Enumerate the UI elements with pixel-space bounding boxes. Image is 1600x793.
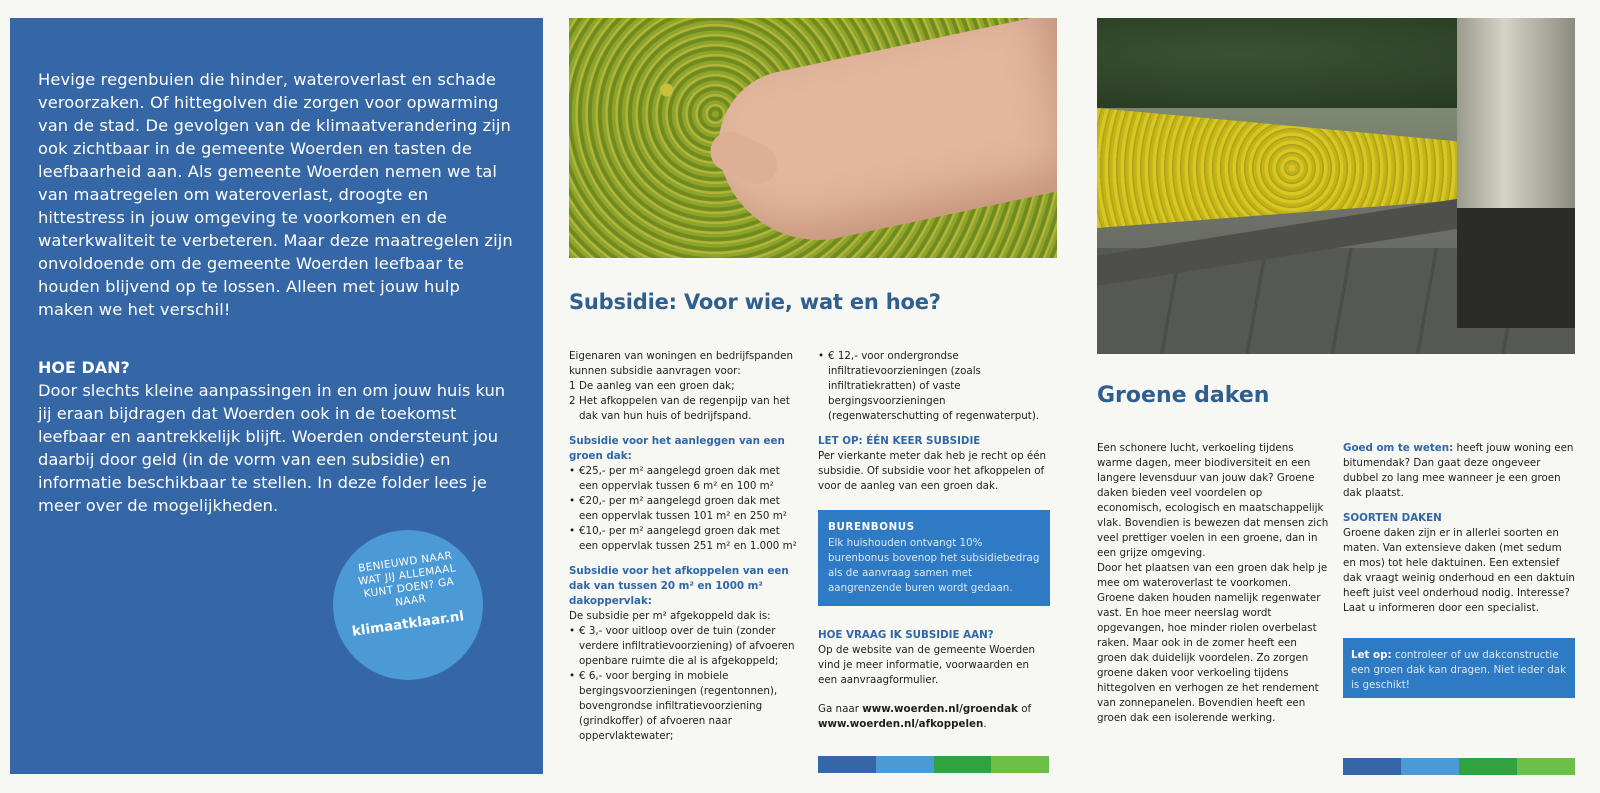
groene-daken-text: Een schonere lucht, verkoeling tijdens warme dagen, meer biodiversiteit en een langere levensduur van jouw dak? Groene daken bieden veel voordelen op economisch, ecologisch en maatschappelijk vlak. Bovendien is bewezen dat mensen zich veel prettiger voelen in een groene, dan in een grijze omgeving. <box>1097 442 1329 559</box>
letop-box: Let op: controleer of uw dakconstructie een groen dak kan dragen. Niet ieder dak is geschikt! <box>1343 638 1575 698</box>
afkoppel-intro: De subsidie per m² afgekoppeld dak is: <box>569 610 771 622</box>
aanleg-heading: Subsidie voor het aanleggen van een groen dak: <box>569 435 785 462</box>
hoe-dan-heading: HOE DAN? <box>38 358 130 377</box>
burenbonus-heading: BURENBONUS <box>828 521 915 533</box>
aanleg-item: • €10,- per m² aangelegd groen dak met een oppervlak tussen 251 m² en 1.000 m² <box>569 524 801 554</box>
aanleg-item: • €25,- per m² aangelegd groen dak met een oppervlak tussen 6 m² en 100 m² <box>569 464 801 494</box>
step-item: 1 De aanleg van een groen dak; <box>569 380 735 392</box>
groendak-link[interactable]: www.woerden.nl/groendak <box>862 703 1018 715</box>
aanvraag-text: Op de website van de gemeente Woerden vind je meer informatie, voorwaarden en een aanvraagformulier. <box>818 644 1035 686</box>
green-roof-photo <box>1097 18 1575 354</box>
step-item: 2 Het afkoppelen van de regenpijp van het dak van hun huis of bedrijfspand. <box>569 395 790 422</box>
subsidie-column-left <box>569 349 801 744</box>
klimaatklaar-badge[interactable] <box>333 530 483 680</box>
subsidie-steps <box>569 379 801 424</box>
subsidie-intro: Eigenaren van woningen en bedrijfspanden kunnen subsidie aanvragen voor: <box>569 350 793 377</box>
groene-daken-column-left <box>1097 441 1329 726</box>
afkoppel-item: • € 6,- voor berging in mobiele bergingsvoorzieningen (regentonnen), bovengrondse infiltratievoorziening (grindkoffer) of afvoeren naar oppervlaktewater; <box>569 669 801 744</box>
subsidie-title: Subsidie: Voor wie, wat en hoe? <box>569 290 941 314</box>
klimaatklaar-link[interactable]: klimaatklaar.nl <box>350 608 466 640</box>
groene-daken-title: Groene daken <box>1097 383 1270 408</box>
afkoppelen-link[interactable]: www.woerden.nl/afkoppelen <box>818 718 984 730</box>
burenbonus-text: Elk huishouden ontvangt 10% burenbonus bovenop het subsidiebedrag als de aanvraag samen met aangrenzende buren wordt gedaan. <box>828 537 1040 594</box>
hoe-dan-text: Door slechts kleine aanpassingen in en om jouw huis kun jij eraan bijdragen dat Woerden ook in de toekomst leefbaar en aantrekkelijk blijft. Woerden ondersteunt jou daarbij door geld (in de vorm van een subsidie) en informatie beschikbaar te stellen. In deze folder lees je meer over de mogelijkheden. <box>38 381 506 515</box>
goed-om-te-weten: Goed om te weten: heeft jouw woning een bitumendak? Dan gaat deze ongeveer dubbel zo lang mee wanneer je een groen dak plaatst. <box>1343 442 1574 499</box>
badge-text: BENIEUWD NAAR WAT JIJ ALLEMAAL KUNT DOEN? GA NAAR <box>357 549 457 609</box>
intro-panel <box>10 18 543 774</box>
letop-text: Per vierkante meter dak heb je recht op één subsidie. Of subsidie voor het afkoppelen of voor de aanleg van een groen dak. <box>818 450 1047 492</box>
subsidie-column-right <box>818 349 1050 732</box>
afkoppel-list-continued <box>818 349 1050 424</box>
color-stripe <box>1343 758 1575 775</box>
sedum-hand-photo <box>569 18 1057 258</box>
soorten-heading: SOORTEN DAKEN <box>1343 512 1442 524</box>
hand-shape <box>705 18 1057 258</box>
afkoppel-item: • € 3,- voor uitloop over de tuin (zonder verdere infiltratievoorziening) of afvoeren openbare ruimte die al is afgekoppeld; <box>569 624 801 669</box>
letop-heading: LET OP: ÉÉN KEER SUBSIDIE <box>818 435 981 447</box>
groene-daken-column-right <box>1343 441 1575 698</box>
burenbonus-box <box>818 510 1050 606</box>
afkoppel-item: • € 12,- voor ondergrondse infiltratievoorzieningen (zoals infiltratiekratten) of vaste bergingsvoorzieningen (regenwaterschutting of regenwaterput). <box>818 349 1050 424</box>
aanvraag-heading: HOE VRAAG IK SUBSIDIE AAN? <box>818 629 994 641</box>
color-stripe <box>818 756 1049 773</box>
soorten-text: Groene daken zijn er in allerlei soorten en maten. Van extensieve daken (met sedum en mos) tot hele daktuinen. Een extensief dak vraagt weinig onderhoud en een daktuin heeft juist veel onderhoud nodig. Interesse? Laat u informeren door een specialist. <box>1343 527 1575 614</box>
website-line: Ga naar www.woerden.nl/groendak of www.woerden.nl/afkoppelen. <box>818 703 1032 730</box>
aanleg-item: • €20,- per m² aangelegd groen dak met een oppervlak tussen 101 m² en 250 m² <box>569 494 801 524</box>
afkoppel-list <box>569 624 801 744</box>
aanleg-list <box>569 464 801 554</box>
afkoppel-heading: Subsidie voor het afkoppelen van een dak van tussen 20 m² en 1000 m² dakoppervlak: <box>569 565 789 607</box>
groene-daken-text-2: Door het plaatsen van een groen dak help je mee om wateroverlast te voorkomen. Groene daken houden namelijk regenwater vast. En hoe meer neerslag wordt opgevangen, hoe minder riolen overbelast raken. Maar ook in de zomer heeft een groen dak duidelijk voordelen. Zo zorgen groene daken voor verkoeling tijdens hittegolven en verhogen ze het rendement van zonnepanelen. Bovendien heeft een groen dak een isolerende werking. <box>1097 562 1328 724</box>
intro-text: Hevige regenbuien die hinder, wateroverlast en schade veroorzaken. Of hittegolven die zorgen voor opwarming van de stad. De gevolgen van de klimaatverandering zijn ook zichtbaar in de gemeente Woerden en tasten de leefbaarheid aan. Als gemeente Woerden nemen we tal van maatregelen om wateroverlast, droogte en hittestress in jouw omgeving te voorkomen en de waterkwaliteit te verbeteren. Maar deze maatregelen zijn onvoldoende om de gemeente Woerden leefbaar te houden blijvend op te lossen. Alleen met jouw hulp maken we het verschil! <box>38 70 513 319</box>
